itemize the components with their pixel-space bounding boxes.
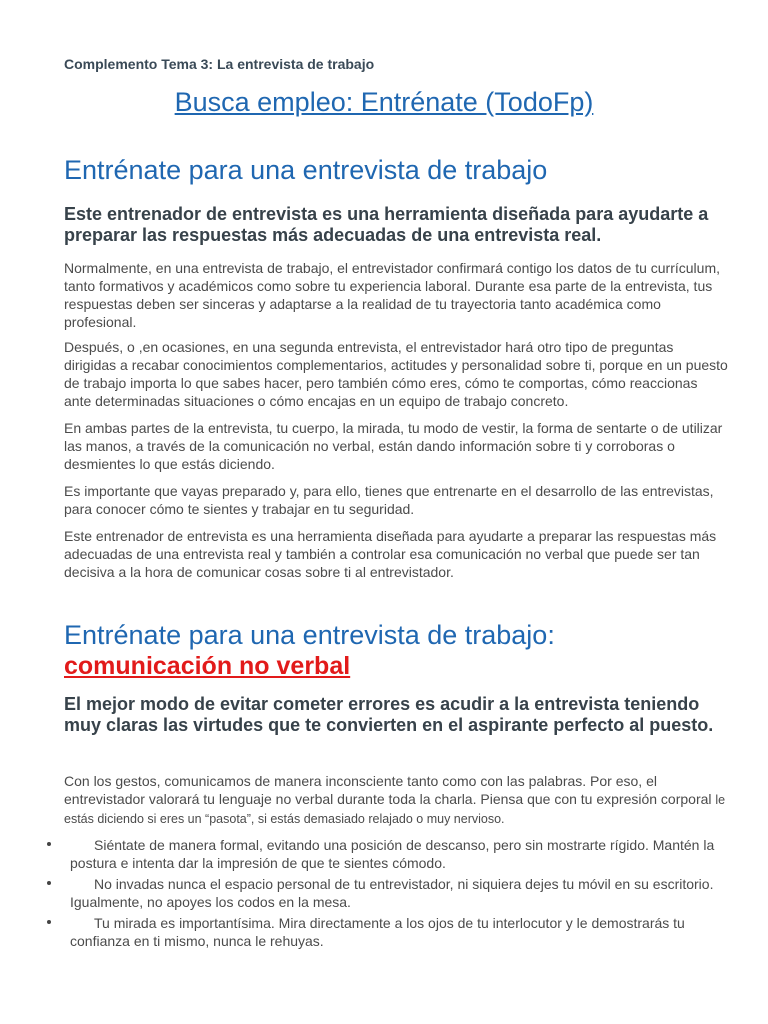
bullet-icon <box>47 920 51 924</box>
section1-lead: Este entrenador de entrevista es una herramienta diseñada para ayudarte a preparar las respuestas más adecuadas de una entrevista real. <box>64 204 709 245</box>
section1-paragraph: Es importante que vayas preparado y, para ello, tienes que entrenarte en el desarrollo de las entrevistas, para conocer cómo te sientes y trabajar en tu seguridad. <box>64 483 714 517</box>
bullet-icon <box>47 881 51 885</box>
section1-paragraph: Este entrenador de entrevista es una herramienta diseñada para ayudarte a preparar las respuestas más adecuadas de una entrevista real y también a controlar esa comunicación no verbal que puede ser tan decisiva a la hora de comunicar cosas sobre ti al entrevistador. <box>64 528 717 580</box>
title-link[interactable]: Busca empleo: Entrénate (TodoFp) <box>174 87 594 117</box>
section1-paragraph: En ambas partes de la entrevista, tu cuerpo, la mirada, tu modo de vestir, la forma de sentarte o de utilizar las manos, a través de la comunicación no verbal, están dando información sobre ti y corroboras o desmientes lo que estás diciendo. <box>64 420 723 472</box>
section2-intro <box>64 772 728 828</box>
list-item-text: No invadas nunca el espacio personal de tu entrevistador, ni siquiera dejes tu móvil en su escritorio. Igualmente, no apoyes los codos en la mesa. <box>70 876 714 910</box>
section1-heading: Entrénate para una entrevista de trabajo <box>64 155 548 185</box>
section2-intro-text: Con los gestos, comunicamos de manera inconsciente tanto como con las palabras. Por eso, el entrevistador valorará tu lenguaje no verbal durante toda la charla. Piensa que con tu expresión corporal <box>64 773 712 807</box>
page-title-link <box>0 87 768 118</box>
section1-paragraph: Después, o ,en ocasiones, en una segunda entrevista, el entrevistador hará otro tipo de preguntas dirigidas a recabar conocimientos complementarios, actitudes y personalidad sobre ti, porque en un puesto de trabajo importa lo que sabes hacer, pero también cómo eres, cómo te comportas, cómo reaccionas ante determinadas situaciones o cómo encajas en un equipo de trabajo concreto. <box>64 339 728 409</box>
section2-lead: El mejor modo de evitar cometer errores es acudir a la entrevista teniendo muy claras las virtudes que te convierten en el aspirante perfecto al puesto. <box>64 694 714 735</box>
list-item-text: Tu mirada es importantísima. Mira directamente a los ojos de tu interlocutor y le demostrarás tu confianza en ti mismo, nunca le rehuyas. <box>70 915 685 949</box>
section2-intro-small: le estás diciendo si eres un “pasota”, si estás demasiado relajado o muy nervioso. <box>64 793 726 826</box>
document-header: Complemento Tema 3: La entrevista de trabajo <box>64 56 375 72</box>
section2-heading: Entrénate para una entrevista de trabajo: <box>64 620 555 650</box>
list-item-text: Siéntate de manera formal, evitando una posición de descanso, pero sin mostrarte rígido. Mantén la postura e intenta dar la impresión de que te sientes cómodo. <box>70 837 715 871</box>
section2-heading-red: comunicación no verbal <box>64 652 351 680</box>
bullet-icon <box>47 842 51 846</box>
section1-paragraph: Normalmente, en una entrevista de trabajo, el entrevistador confirmará contigo los datos de tu currículum, tanto formativos y académicos como sobre tu experiencia laboral. Durante esa parte de la entrevista, tus respuestas deben ser sinceras y adaptarse a la realidad de tu trayectoria tanto académica como profesional. <box>64 260 720 330</box>
